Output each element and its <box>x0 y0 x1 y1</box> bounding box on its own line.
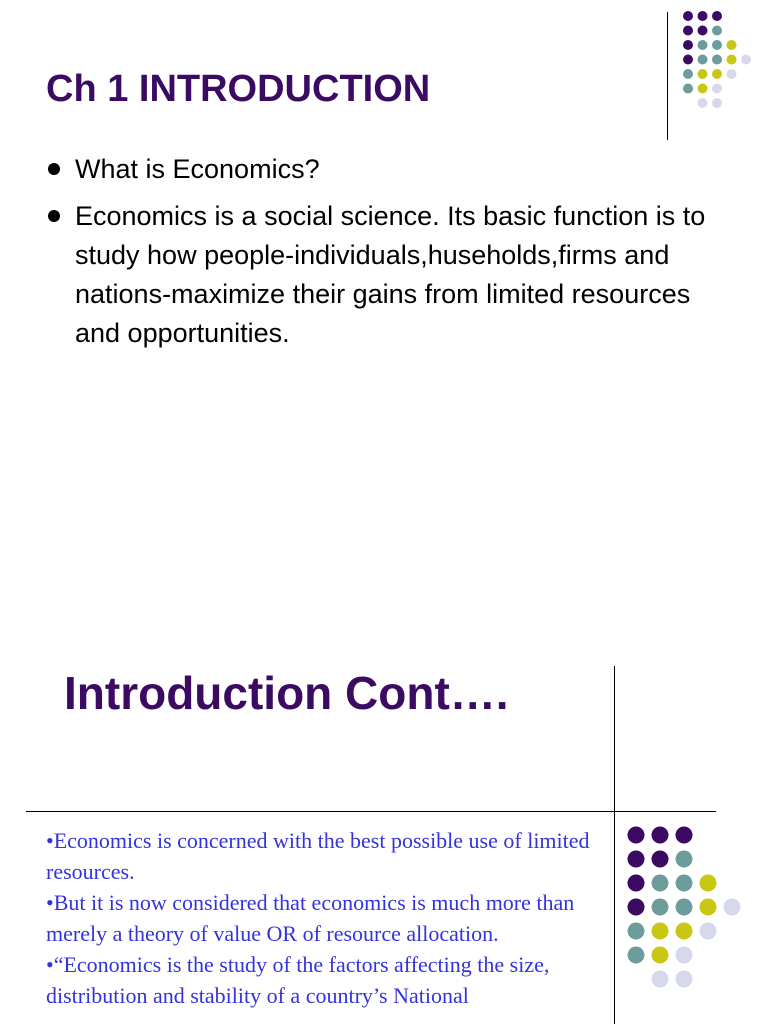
decorative-dot-grid-icon <box>682 10 758 125</box>
dot <box>683 55 693 65</box>
dot <box>712 11 722 21</box>
dot <box>712 84 722 94</box>
dot <box>698 98 708 108</box>
slide-2 <box>0 640 768 1024</box>
dot <box>683 84 693 94</box>
dot <box>741 55 751 65</box>
dot <box>628 875 645 892</box>
slide-1-title: Ch 1 INTRODUCTION <box>46 68 431 110</box>
dot <box>652 947 669 964</box>
dot <box>652 851 669 868</box>
dot <box>698 26 708 36</box>
dot <box>676 827 693 844</box>
dot <box>628 947 645 964</box>
dot <box>676 875 693 892</box>
dot <box>683 40 693 50</box>
dot <box>676 851 693 868</box>
bullet-text: What is Economics? <box>75 154 320 184</box>
dot <box>700 923 717 940</box>
bullet-item <box>46 197 706 353</box>
dot <box>683 11 693 21</box>
dot <box>676 971 693 988</box>
dot <box>652 827 669 844</box>
dot <box>628 827 645 844</box>
dot <box>652 875 669 892</box>
bullet-icon <box>48 210 60 222</box>
slide-2-title: Introduction Cont…. <box>64 667 509 719</box>
body-paragraph: •“Economics is the study of the factors affecting the size, distribution and stability of a country’s National <box>46 952 550 1008</box>
slide-2-divider-vertical <box>614 666 615 1024</box>
dot <box>652 923 669 940</box>
dot <box>676 923 693 940</box>
dot <box>727 40 737 50</box>
dot <box>700 899 717 916</box>
dot <box>628 899 645 916</box>
dot <box>727 69 737 79</box>
dot <box>683 26 693 36</box>
body-paragraph: •Economics is concerned with the best possible use of limited resources. <box>46 828 590 884</box>
dot <box>698 84 708 94</box>
dot <box>652 971 669 988</box>
bullet-text: Economics is a social science. Its basic function is to study how people-individuals,husehold‍s,firms and nations-maximize their gains from limited resources and opportunities. <box>75 201 706 348</box>
decorative-dot-grid-icon <box>626 825 746 1010</box>
dot <box>712 69 722 79</box>
dot <box>727 55 737 65</box>
dot <box>676 899 693 916</box>
dot <box>712 55 722 65</box>
body-paragraph: •But it is now considered that economics is much more than merely a theory of value OR of resource allocation. <box>46 890 575 946</box>
slide-1-divider-vertical <box>667 12 668 140</box>
dot <box>628 923 645 940</box>
dot <box>698 69 708 79</box>
dot <box>676 947 693 964</box>
dot <box>698 11 708 21</box>
dot <box>724 899 741 916</box>
slide-2-divider-horizontal <box>26 811 716 812</box>
bullet-item <box>46 150 706 189</box>
dot <box>712 98 722 108</box>
dot <box>698 40 708 50</box>
dot <box>700 875 717 892</box>
slide-1-bullet-list <box>46 150 706 361</box>
dot <box>652 899 669 916</box>
bullet-icon <box>48 163 60 175</box>
dot <box>698 55 708 65</box>
dot <box>628 851 645 868</box>
dot <box>683 69 693 79</box>
dot <box>712 40 722 50</box>
slide-2-body <box>46 825 614 1011</box>
dot <box>712 26 722 36</box>
